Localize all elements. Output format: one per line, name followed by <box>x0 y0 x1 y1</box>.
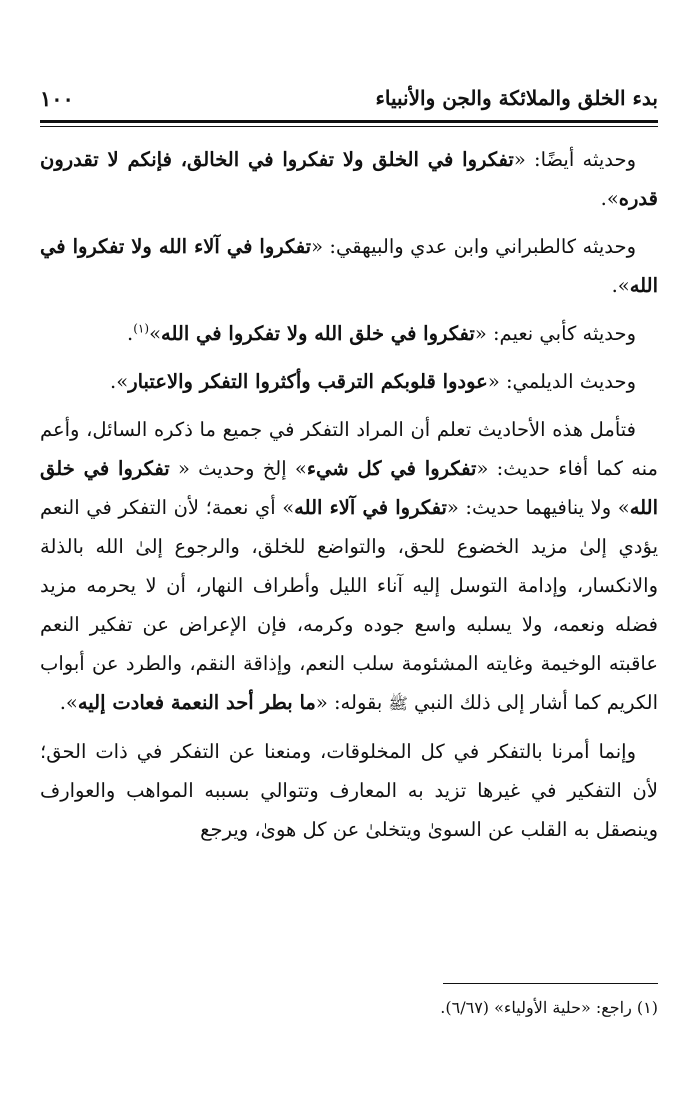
p1-hadith: تفكروا في الخلق ولا تفكروا في الخالق، فإنكم لا تقدرون قدره <box>40 148 658 210</box>
p3-end: . <box>127 322 134 345</box>
p2-intro: وحديثه كالطبراني وابن عدي والبيهقي: « <box>311 235 636 258</box>
p6-text: وإنما أمرنا بالتفكر في كل المخلوقات، ومنعنا عن التفكر في ذات الحق؛ لأن التفكير في غيرها تزيد به المعارف وتتوالي بسببه المواهب والعوارف وينصقل به القلب عن السوىٰ ويتخلىٰ عن كل هوىٰ، ويرجع <box>40 740 658 841</box>
p2-end: ». <box>611 274 630 297</box>
p5-hadith-2: تفكروا في خلق الله <box>40 457 658 519</box>
p5-text-4: » أي نعمة؛ لأن التفكر في النعم يؤدي إلىٰ مزيد الخضوع للحق، والتواضع للخلق، والرجوع إلىٰ الله بالذلة والانكسار، وإدامة التوسل إليه آناء الليل وأطراف النهار، أن لا يحرمه مزيد فضله ونعمه، ولا يسلبه واسع جوده وكرمه، فإن الإعراض عن تفكير النعم عاقبته الوخيمة وغايته المشئومة سلب النعم، وإذاقة النقم، والطرد عن أبواب الكريم كما أشار إلى ذلك النبي <box>40 496 658 714</box>
p3-close-quote: » <box>149 322 161 345</box>
paragraph-4 <box>40 362 658 401</box>
footnote-rule <box>443 983 658 984</box>
body-text <box>40 140 658 858</box>
paragraph-3 <box>40 314 658 353</box>
header-rule-thin <box>40 126 658 127</box>
paragraph-2 <box>40 227 658 305</box>
p5-end: ». <box>59 691 78 714</box>
p4-intro: وحديث الديلمي: « <box>487 370 636 393</box>
footnote: (١) راجع: «حلية الأولياء» (٦/٦٧). <box>440 998 658 1017</box>
p5-text-2: » إلخ وحديث « <box>169 457 307 480</box>
p5-hadith-3: تفكروا في آلاء الله <box>294 496 447 519</box>
paragraph-5 <box>40 410 658 723</box>
p1-end: ». <box>600 187 619 210</box>
p5-hadith-1: تفكروا في كل شيء <box>306 457 477 480</box>
p4-hadith: عودوا قلوبكم الترقب وأكثروا التفكر والاعتبار <box>128 370 488 393</box>
p4-end: ». <box>110 370 129 393</box>
p1-intro: وحديثه أيضًا: « <box>513 148 636 171</box>
page-header <box>40 80 658 116</box>
header-rule-thick <box>40 120 658 123</box>
p2-hadith: تفكروا في آلاء الله ولا تفكروا في الله <box>40 235 658 297</box>
footnote-ref[interactable]: (١) <box>133 321 150 336</box>
pbuh-ligature: ﷺ <box>388 694 408 713</box>
paragraph-1 <box>40 140 658 218</box>
p3-intro: وحديثه كأبي نعيم: « <box>474 322 636 345</box>
p3-hadith: تفكروا في خلق الله ولا تفكروا في الله <box>161 322 475 345</box>
running-title: بدء الخلق والملائكة والجن والأنبياء <box>375 86 658 110</box>
p5-text-5: بقوله: « <box>315 691 389 714</box>
p5-text-1: فتأمل هذه الأحاديث تعلم أن المراد التفكر في جميع ما ذكره السائل، وأعم منه كما أفاء حديث: « <box>40 418 658 480</box>
p5-text-3: » ولا ينافيهما حديث: « <box>446 496 630 519</box>
page-number: ١٠٠ <box>40 85 74 111</box>
paragraph-6 <box>40 732 658 849</box>
p5-hadith-4: ما بطر أحد النعمة فعادت إليه <box>77 691 316 714</box>
